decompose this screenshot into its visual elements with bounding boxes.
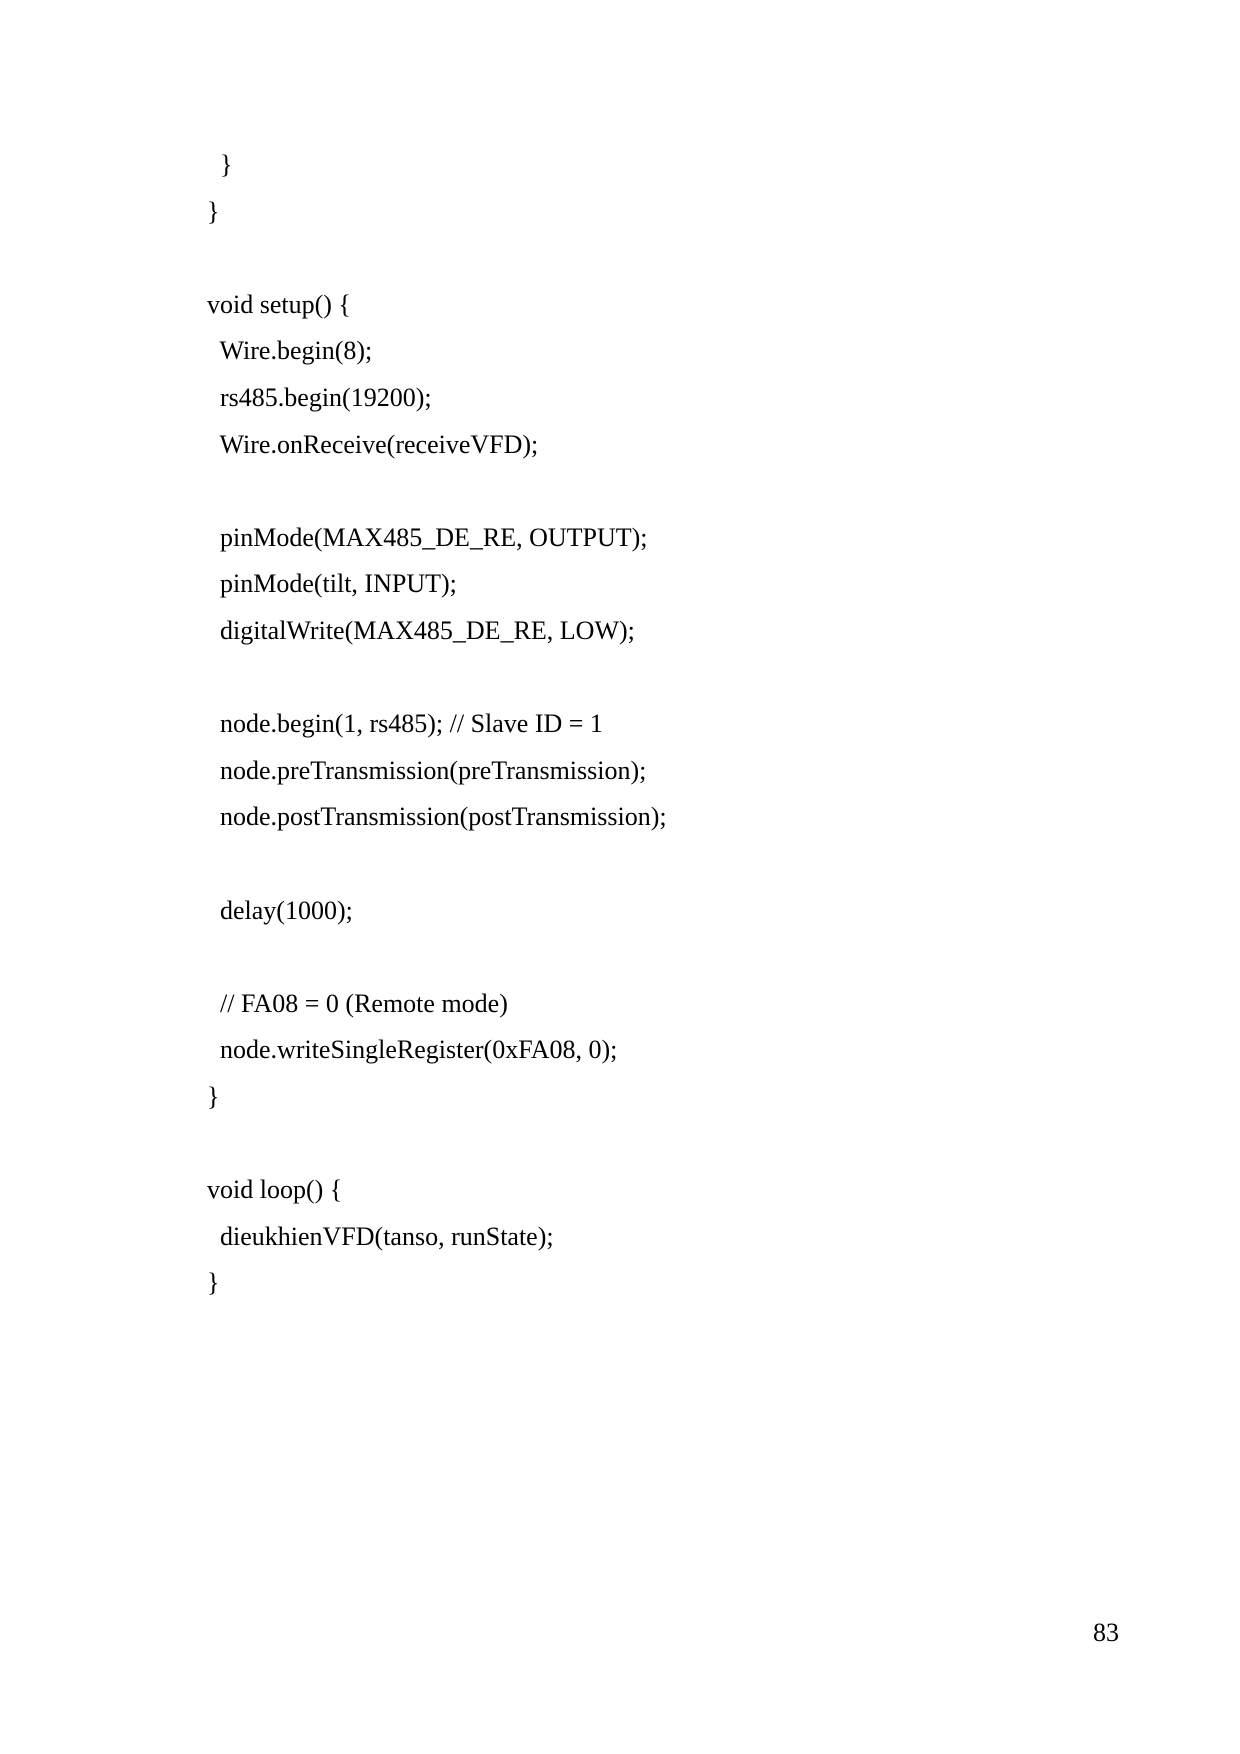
code-line: void loop() { [207, 1175, 343, 1205]
code-line [207, 655, 667, 702]
code-line: dieukhienVFD(tanso, runState); [207, 1221, 554, 1251]
code-line: Wire.begin(8); [207, 336, 373, 366]
code-line: digitalWrite(MAX485_DE_RE, LOW); [207, 615, 635, 645]
code-line: node.preTransmission(preTransmission); [207, 755, 647, 785]
code-line [207, 934, 667, 981]
code-line: node.begin(1, rs485); // Slave ID = 1 [207, 709, 603, 739]
code-line [207, 841, 667, 888]
code-line: node.writeSingleRegister(0xFA08, 0); [207, 1035, 618, 1065]
code-line: void setup() { [207, 289, 351, 319]
code-listing [207, 142, 667, 1307]
code-line: } [207, 196, 220, 226]
code-line: pinMode(tilt, INPUT); [207, 569, 457, 599]
code-line: pinMode(MAX485_DE_RE, OUTPUT); [207, 522, 648, 552]
code-line: rs485.begin(19200); [207, 382, 432, 412]
code-line [207, 1120, 667, 1167]
code-line: delay(1000); [207, 895, 353, 925]
page-number: 83 [1093, 1618, 1119, 1647]
code-line: } [207, 1081, 220, 1111]
code-line: } [207, 1268, 220, 1298]
code-line: Wire.onReceive(receiveVFD); [207, 429, 539, 459]
code-line: node.postTransmission(postTransmission); [207, 802, 667, 832]
code-line: } [207, 150, 233, 179]
code-line [207, 468, 667, 515]
code-line [207, 235, 667, 282]
code-line: // FA08 = 0 (Remote mode) [207, 988, 508, 1018]
